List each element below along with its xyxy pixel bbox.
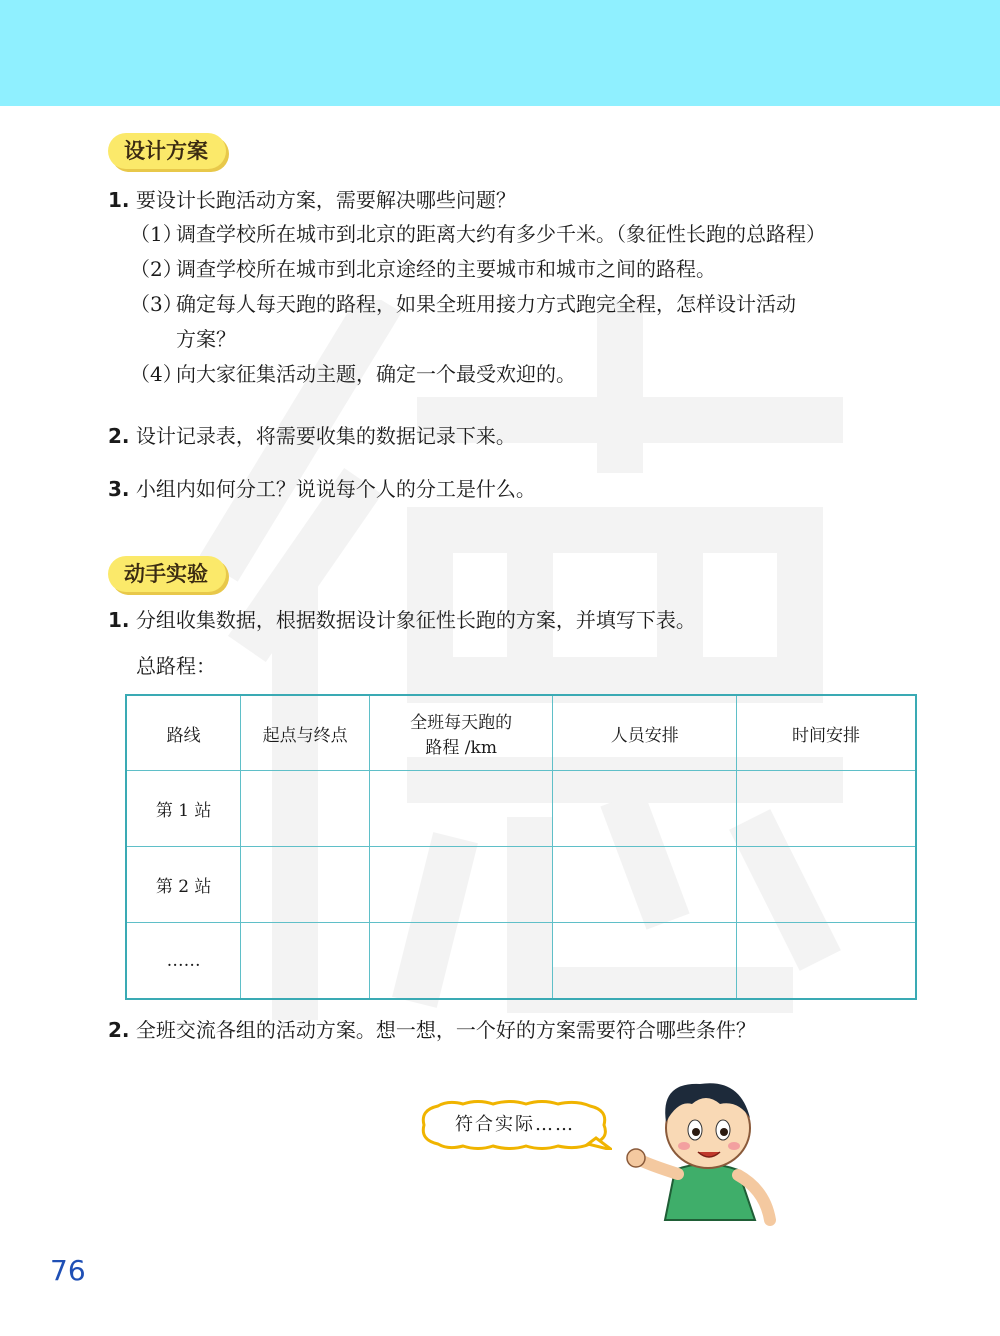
question-2	[108, 422, 516, 450]
row-label: 第 1 站	[126, 771, 241, 847]
sub-text: 方案？	[176, 327, 236, 351]
question-number: 2.	[108, 1018, 130, 1042]
sub-index: （1）	[130, 222, 183, 246]
sub-text: 确定每人每天跑的路程，如果全班用接力方式跑完全程，怎样设计活动	[176, 292, 796, 316]
question-text: 设计记录表，将需要收集的数据记录下来。	[135, 424, 516, 448]
question-1	[108, 186, 516, 214]
top-banner	[0, 0, 1000, 106]
header-route: 路线	[126, 695, 241, 771]
sub-item-1	[130, 220, 826, 248]
table-cell[interactable]	[736, 771, 916, 847]
question-number: 1.	[108, 188, 130, 212]
table-cell[interactable]	[553, 923, 737, 1000]
table-cell[interactable]	[369, 771, 553, 847]
question-3	[108, 475, 536, 503]
question-number: 1.	[108, 608, 130, 632]
question-text: 要设计长跑活动方案，需要解决哪些问题？	[135, 188, 516, 212]
table-row	[126, 771, 916, 847]
section-tag-experiment: 动手实验	[108, 556, 226, 592]
table-row	[126, 923, 916, 1000]
question-text: 全班交流各组的活动方案。想一想，一个好的方案需要符合哪些条件？	[135, 1018, 756, 1042]
table-cell[interactable]	[736, 923, 916, 1000]
total-distance-label: 总路程：	[136, 654, 216, 678]
question-number: 2.	[108, 424, 130, 448]
section-tag-design: 设计方案	[108, 133, 226, 169]
sub-item-3	[130, 290, 796, 318]
page-number: 76	[50, 1254, 86, 1287]
sub-index: （3）	[130, 292, 183, 316]
speech-bubble-text: 符合实际……	[455, 1114, 575, 1135]
sub-index: （4）	[130, 362, 183, 386]
question-number: 3.	[108, 477, 130, 501]
sub-text: 调查学校所在城市到北京的距离大约有多少千米。（象征性长跑的总路程）	[176, 222, 826, 246]
table-cell[interactable]	[369, 847, 553, 923]
question-text: 分组收集数据，根据数据设计象征性长跑的方案，并填写下表。	[135, 608, 696, 632]
sub-text: 向大家征集活动主题，确定一个最受欢迎的。	[176, 362, 576, 386]
boy-illustration	[620, 1070, 790, 1230]
sub-item-4	[130, 360, 576, 388]
table-cell[interactable]	[553, 771, 737, 847]
sub-text: 调查学校所在城市到北京途经的主要城市和城市之间的路程。	[176, 257, 716, 281]
table-cell[interactable]	[241, 771, 370, 847]
table-cell[interactable]	[553, 847, 737, 923]
header-daily-distance-line1: 全班每天跑的	[410, 713, 513, 733]
plan-table	[125, 694, 917, 1000]
header-start-end: 起点与终点	[241, 695, 370, 771]
experiment-question-2	[108, 1016, 756, 1044]
experiment-question-1	[108, 606, 696, 634]
table-cell[interactable]	[241, 923, 370, 1000]
sub-index: （2）	[130, 257, 183, 281]
table-cell[interactable]	[369, 923, 553, 1000]
table-header-row	[126, 695, 916, 771]
sub-item-3-cont	[130, 325, 236, 353]
table-cell[interactable]	[736, 847, 916, 923]
header-daily-distance	[369, 695, 553, 771]
row-label: ……	[126, 923, 241, 1000]
row-label: 第 2 站	[126, 847, 241, 923]
header-schedule: 时间安排	[736, 695, 916, 771]
header-staffing: 人员安排	[553, 695, 737, 771]
header-daily-distance-line2: 路程 /km	[425, 738, 497, 758]
question-text: 小组内如何分工？说说每个人的分工是什么。	[135, 477, 536, 501]
table-row	[126, 847, 916, 923]
table-cell[interactable]	[241, 847, 370, 923]
sub-item-2	[130, 255, 716, 283]
